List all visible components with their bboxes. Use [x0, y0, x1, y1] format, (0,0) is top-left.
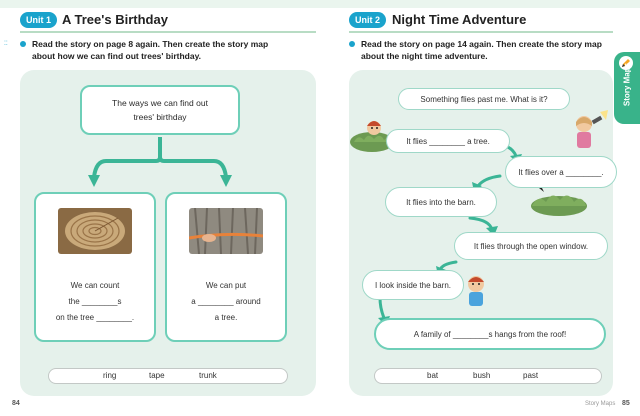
unit-1-title: A Tree's Birthday	[62, 12, 168, 27]
story-step-2: It flies ________ a tree.	[386, 129, 510, 153]
tree-rings-photo	[58, 208, 132, 254]
tape-around-trunk-photo	[189, 208, 263, 254]
word-bank-word: bush	[473, 371, 491, 380]
instruction-bullet-left	[20, 41, 26, 47]
story-maps-tab-label: Story Maps	[622, 62, 632, 107]
word-bank-word: trunk	[199, 371, 217, 380]
story-step-6: I look inside the barn.	[362, 270, 464, 300]
story-step-4: It flies into the barn.	[385, 187, 497, 217]
word-bank-right	[374, 368, 602, 384]
word-bank-word: tape	[149, 371, 165, 380]
instruction-left: Read the story on page 8 again. Then create the story map about how we can find out trees' birthday.	[32, 39, 269, 61]
word-bank-left	[48, 368, 288, 384]
header-strip	[0, 0, 640, 8]
story-step-3: It flies over a ________.	[505, 156, 617, 188]
branch-arrows	[80, 135, 250, 195]
header-divider-right	[349, 31, 613, 33]
method-card-1: We can count the ________s on the tree ________.	[34, 192, 156, 342]
topic-box: The ways we can find out trees' birthday	[80, 85, 240, 135]
header-divider-left	[20, 31, 316, 33]
method-card-2: We can put a ________ around a tree.	[165, 192, 287, 342]
page-number-left: 84	[12, 400, 20, 407]
word-bank-word: bat	[427, 371, 439, 380]
instruction-right: Read the story on page 14 again. Then create the story map about the night time adventure.	[361, 39, 602, 61]
story-step-1: Something flies past me. What is it?	[398, 88, 570, 110]
corner-dots-icon: ⁚⁚	[4, 41, 8, 47]
word-bank-word: past	[523, 371, 539, 380]
story-step-7: A family of ________s hangs from the roof!	[374, 318, 606, 350]
story-maps-tab[interactable]	[614, 52, 640, 124]
word-bank-word: ring	[103, 371, 117, 380]
unit-1-tag: Unit 1	[20, 12, 57, 28]
footer-label: Story Maps	[585, 401, 616, 407]
unit-2-tag: Unit 2	[349, 12, 386, 28]
story-step-5: It flies through the open window.	[454, 232, 608, 260]
unit-2-title: Night Time Adventure	[392, 12, 527, 27]
instruction-bullet-right	[349, 41, 355, 47]
page-number-right: 85	[622, 400, 630, 407]
